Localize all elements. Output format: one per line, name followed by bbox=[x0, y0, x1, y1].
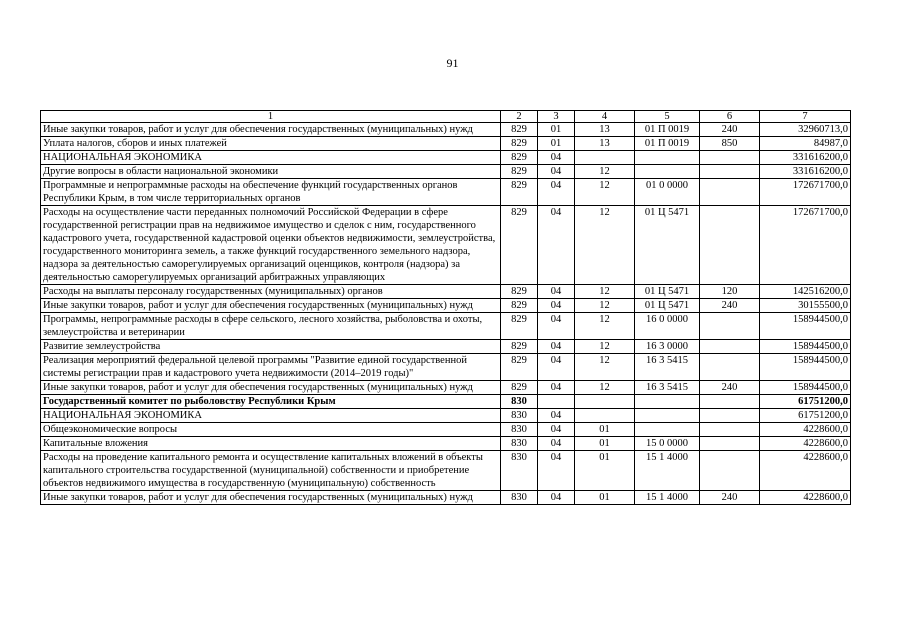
section-code-cell: 04 bbox=[538, 409, 575, 423]
subsection-code-cell: 01 bbox=[575, 437, 635, 451]
table-row bbox=[41, 285, 851, 299]
row-name-cell: Общеэкономические вопросы bbox=[41, 423, 501, 437]
row-name-cell: НАЦИОНАЛЬНАЯ ЭКОНОМИКА bbox=[41, 151, 501, 165]
amount-cell: 158944500,0 bbox=[760, 354, 851, 381]
section-code-cell: 04 bbox=[538, 451, 575, 491]
column-header: 6 bbox=[700, 111, 760, 123]
subsection-code-cell: 12 bbox=[575, 206, 635, 285]
amount-cell: 61751200,0 bbox=[760, 395, 851, 409]
table-row bbox=[41, 381, 851, 395]
subsection-code-cell: 12 bbox=[575, 313, 635, 340]
row-name-cell: Уплата налогов, сборов и иных платежей bbox=[41, 137, 501, 151]
column-header: 2 bbox=[501, 111, 538, 123]
subsection-code-cell bbox=[575, 151, 635, 165]
admin-code-cell: 830 bbox=[501, 409, 538, 423]
table-row bbox=[41, 409, 851, 423]
subsection-code-cell: 12 bbox=[575, 165, 635, 179]
amount-cell: 4228600,0 bbox=[760, 423, 851, 437]
amount-cell: 32960713,0 bbox=[760, 123, 851, 137]
amount-cell: 331616200,0 bbox=[760, 151, 851, 165]
expense-type-cell bbox=[700, 451, 760, 491]
row-name-cell: Реализация мероприятий федеральной целевой программы "Развитие единой государственной системы регистрации прав и кадастрового учета недвижимости (2014–2019 годы)" bbox=[41, 354, 501, 381]
row-name-cell: Другие вопросы в области национальной экономики bbox=[41, 165, 501, 179]
table-row bbox=[41, 206, 851, 285]
section-code-cell: 04 bbox=[538, 313, 575, 340]
subsection-code-cell: 01 bbox=[575, 491, 635, 505]
target-article-cell bbox=[635, 409, 700, 423]
section-code-cell: 04 bbox=[538, 491, 575, 505]
section-code-cell bbox=[538, 395, 575, 409]
subsection-code-cell: 13 bbox=[575, 137, 635, 151]
table-row bbox=[41, 165, 851, 179]
target-article-cell bbox=[635, 151, 700, 165]
section-code-cell: 04 bbox=[538, 381, 575, 395]
target-article-cell: 01 П 0019 bbox=[635, 123, 700, 137]
section-code-cell: 04 bbox=[538, 165, 575, 179]
admin-code-cell: 830 bbox=[501, 437, 538, 451]
target-article-cell: 15 0 0000 bbox=[635, 437, 700, 451]
amount-cell: 4228600,0 bbox=[760, 437, 851, 451]
amount-cell: 4228600,0 bbox=[760, 491, 851, 505]
table-row bbox=[41, 491, 851, 505]
target-article-cell: 15 1 4000 bbox=[635, 491, 700, 505]
target-article-cell: 01 П 0019 bbox=[635, 137, 700, 151]
row-name-cell: Расходы на проведение капитального ремонта и осуществление капитальных вложений в объекты капитального строительства государственной (муниципальной) собственности и приобретение объектов недвижимого имущества в государственную (муниципальную) собственность bbox=[41, 451, 501, 491]
section-code-cell: 04 bbox=[538, 151, 575, 165]
target-article-cell: 16 3 5415 bbox=[635, 381, 700, 395]
section-code-cell: 04 bbox=[538, 423, 575, 437]
amount-cell: 158944500,0 bbox=[760, 313, 851, 340]
row-name-cell: Иные закупки товаров, работ и услуг для обеспечения государственных (муниципальных) нужд bbox=[41, 299, 501, 313]
expense-type-cell: 240 bbox=[700, 381, 760, 395]
column-header: 7 bbox=[760, 111, 851, 123]
target-article-cell: 15 1 4000 bbox=[635, 451, 700, 491]
table-header-row bbox=[41, 111, 851, 123]
expense-type-cell bbox=[700, 165, 760, 179]
row-name-cell: Иные закупки товаров, работ и услуг для обеспечения государственных (муниципальных) нужд bbox=[41, 123, 501, 137]
amount-cell: 84987,0 bbox=[760, 137, 851, 151]
table-row bbox=[41, 423, 851, 437]
admin-code-cell: 830 bbox=[501, 491, 538, 505]
expense-type-cell bbox=[700, 423, 760, 437]
amount-cell: 142516200,0 bbox=[760, 285, 851, 299]
admin-code-cell: 830 bbox=[501, 395, 538, 409]
subsection-code-cell: 12 bbox=[575, 299, 635, 313]
page-number: 91 bbox=[446, 56, 459, 70]
subsection-code-cell: 12 bbox=[575, 340, 635, 354]
amount-cell: 158944500,0 bbox=[760, 340, 851, 354]
row-name-cell: Капитальные вложения bbox=[41, 437, 501, 451]
admin-code-cell: 829 bbox=[501, 151, 538, 165]
admin-code-cell: 829 bbox=[501, 179, 538, 206]
expense-type-cell bbox=[700, 206, 760, 285]
section-code-cell: 01 bbox=[538, 123, 575, 137]
admin-code-cell: 829 bbox=[501, 381, 538, 395]
target-article-cell bbox=[635, 395, 700, 409]
amount-cell: 158944500,0 bbox=[760, 381, 851, 395]
amount-cell: 61751200,0 bbox=[760, 409, 851, 423]
admin-code-cell: 829 bbox=[501, 206, 538, 285]
column-header: 4 bbox=[575, 111, 635, 123]
target-article-cell: 01 0 0000 bbox=[635, 179, 700, 206]
amount-cell: 331616200,0 bbox=[760, 165, 851, 179]
amount-cell: 4228600,0 bbox=[760, 451, 851, 491]
expense-type-cell bbox=[700, 354, 760, 381]
admin-code-cell: 829 bbox=[501, 299, 538, 313]
expense-type-cell bbox=[700, 409, 760, 423]
admin-code-cell: 830 bbox=[501, 423, 538, 437]
admin-code-cell: 829 bbox=[501, 354, 538, 381]
admin-code-cell: 829 bbox=[501, 137, 538, 151]
table-row bbox=[41, 395, 851, 409]
table-row bbox=[41, 151, 851, 165]
section-code-cell: 04 bbox=[538, 285, 575, 299]
expense-type-cell bbox=[700, 340, 760, 354]
row-name-cell: Иные закупки товаров, работ и услуг для обеспечения государственных (муниципальных) нужд bbox=[41, 491, 501, 505]
section-code-cell: 04 bbox=[538, 340, 575, 354]
admin-code-cell: 829 bbox=[501, 313, 538, 340]
expense-type-cell bbox=[700, 313, 760, 340]
section-code-cell: 04 bbox=[538, 179, 575, 206]
row-name-cell: НАЦИОНАЛЬНАЯ ЭКОНОМИКА bbox=[41, 409, 501, 423]
table-row bbox=[41, 437, 851, 451]
target-article-cell bbox=[635, 165, 700, 179]
expense-type-cell: 240 bbox=[700, 299, 760, 313]
expense-type-cell: 120 bbox=[700, 285, 760, 299]
target-article-cell: 16 0 0000 bbox=[635, 313, 700, 340]
admin-code-cell: 829 bbox=[501, 123, 538, 137]
admin-code-cell: 829 bbox=[501, 285, 538, 299]
column-header: 5 bbox=[635, 111, 700, 123]
amount-cell: 172671700,0 bbox=[760, 179, 851, 206]
column-header: 3 bbox=[538, 111, 575, 123]
subsection-code-cell: 12 bbox=[575, 179, 635, 206]
expense-type-cell: 240 bbox=[700, 123, 760, 137]
subsection-code-cell: 01 bbox=[575, 423, 635, 437]
admin-code-cell: 830 bbox=[501, 451, 538, 491]
table-row bbox=[41, 313, 851, 340]
subsection-code-cell: 12 bbox=[575, 285, 635, 299]
subsection-code-cell: 12 bbox=[575, 381, 635, 395]
amount-cell: 172671700,0 bbox=[760, 206, 851, 285]
amount-cell: 30155500,0 bbox=[760, 299, 851, 313]
table-row bbox=[41, 123, 851, 137]
table-row bbox=[41, 340, 851, 354]
table-row bbox=[41, 451, 851, 491]
table-row bbox=[41, 137, 851, 151]
row-name-cell: Государственный комитет по рыболовству Республики Крым bbox=[41, 395, 501, 409]
subsection-code-cell: 01 bbox=[575, 451, 635, 491]
section-code-cell: 04 bbox=[538, 354, 575, 381]
section-code-cell: 04 bbox=[538, 299, 575, 313]
expense-type-cell bbox=[700, 395, 760, 409]
row-name-cell: Программы, непрограммные расходы в сфере сельского, лесного хозяйства, рыболовства и охоты, землеустройства и ветеринарии bbox=[41, 313, 501, 340]
section-code-cell: 01 bbox=[538, 137, 575, 151]
subsection-code-cell: 12 bbox=[575, 354, 635, 381]
admin-code-cell: 829 bbox=[501, 165, 538, 179]
row-name-cell: Программные и непрограммные расходы на обеспечение функций государственных органов Республики Крым, в том числе территориальных органов bbox=[41, 179, 501, 206]
target-article-cell: 01 Ц 5471 bbox=[635, 206, 700, 285]
row-name-cell: Иные закупки товаров, работ и услуг для обеспечения государственных (муниципальных) нужд bbox=[41, 381, 501, 395]
expense-type-cell bbox=[700, 179, 760, 206]
subsection-code-cell bbox=[575, 409, 635, 423]
expense-type-cell bbox=[700, 437, 760, 451]
row-name-cell: Развитие землеустройства bbox=[41, 340, 501, 354]
row-name-cell: Расходы на выплаты персоналу государственных (муниципальных) органов bbox=[41, 285, 501, 299]
table-row bbox=[41, 299, 851, 313]
expense-type-cell: 240 bbox=[700, 491, 760, 505]
target-article-cell: 16 3 0000 bbox=[635, 340, 700, 354]
column-header: 1 bbox=[41, 111, 501, 123]
expense-type-cell: 850 bbox=[700, 137, 760, 151]
admin-code-cell: 829 bbox=[501, 340, 538, 354]
section-code-cell: 04 bbox=[538, 206, 575, 285]
subsection-code-cell bbox=[575, 395, 635, 409]
target-article-cell bbox=[635, 423, 700, 437]
row-name-cell: Расходы на осуществление части переданных полномочий Российской Федерации в сфере государственной регистрации прав на недвижимое имущество и сделок с ним, государственного кадастрового учета, государственной кадастровой оценки объектов недвижимости, землеустройства, государственного мониторинга земель, а также функций государственного земельного надзора, надзора за деятельностью саморегулируемых организаций оценщиков, контроля (надзора) за деятельностью саморегулируемых организаций арбитражных управляющих bbox=[41, 206, 501, 285]
target-article-cell: 16 3 5415 bbox=[635, 354, 700, 381]
table-row bbox=[41, 354, 851, 381]
table-row bbox=[41, 179, 851, 206]
section-code-cell: 04 bbox=[538, 437, 575, 451]
target-article-cell: 01 Ц 5471 bbox=[635, 285, 700, 299]
target-article-cell: 01 Ц 5471 bbox=[635, 299, 700, 313]
budget-table bbox=[40, 110, 851, 505]
expense-type-cell bbox=[700, 151, 760, 165]
subsection-code-cell: 13 bbox=[575, 123, 635, 137]
